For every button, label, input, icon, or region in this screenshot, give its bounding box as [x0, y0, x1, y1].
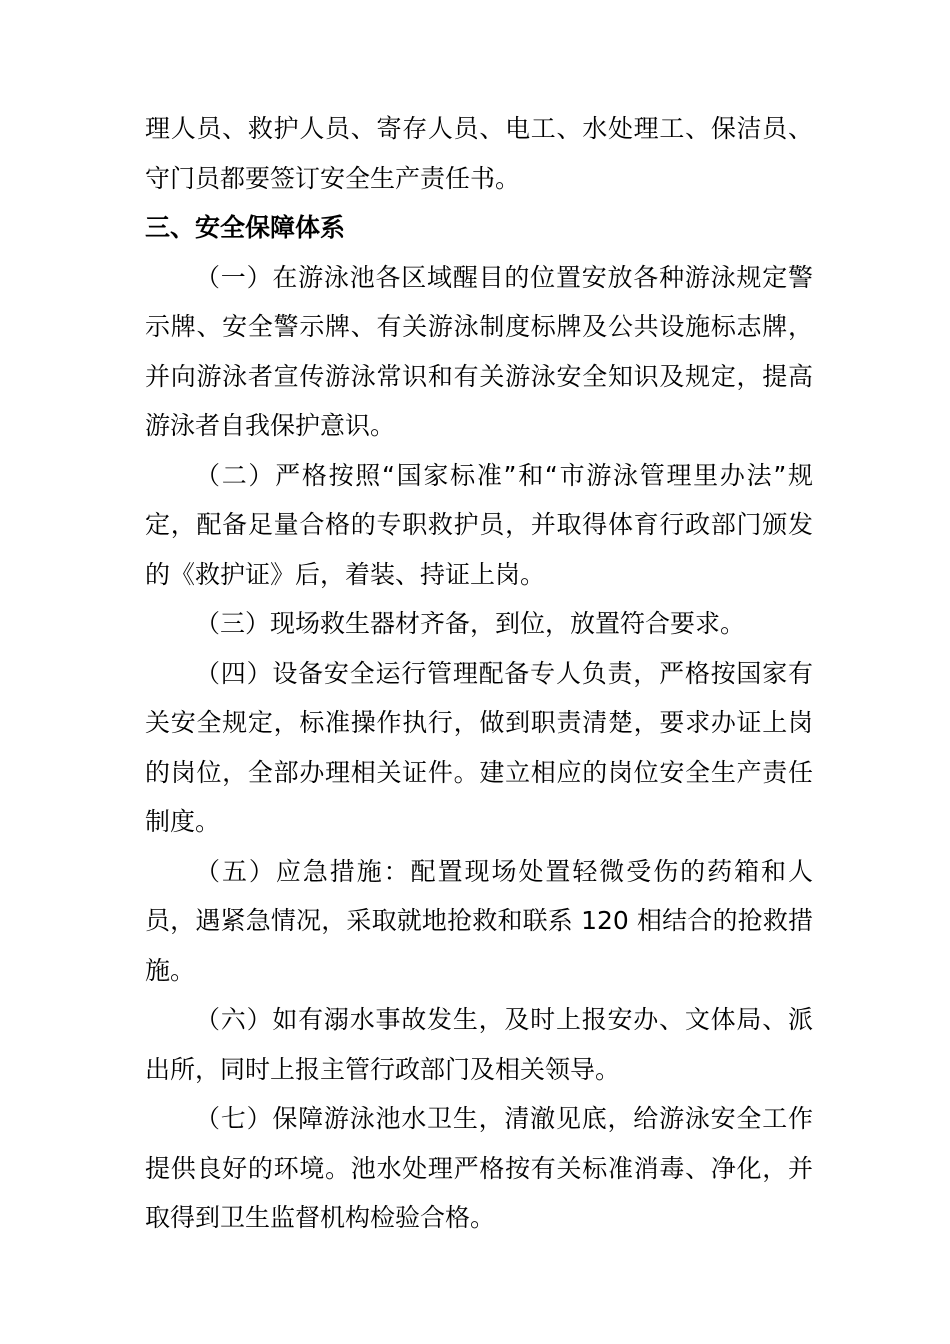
paragraph-4: （四）设备安全运行管理配备专人负责，严格按国家有关安全规定，标准操作执行，做到职责清楚，要求办证上岗的岗位，全部办理相关证件。建立相应的岗位安全生产责任制度。: [145, 658, 813, 836]
document-page: [145, 104, 813, 1243]
paragraph-7: （七）保障游泳池水卫生，清澈见底，给游泳安全工作提供良好的环境。池水处理严格按有关标准消毒、净化，并取得到卫生监督机构检验合格。: [145, 1104, 813, 1232]
paragraph-2: （二）严格按照“国家标准”和“市游泳管理里办法”规定，配备足量合格的专职救护员，并取得体育行政部门颁发的《救护证》后，着装、持证上岗。: [145, 460, 813, 589]
paragraph-1: （一）在游泳池各区域醒目的位置安放各种游泳规定警示牌、安全警示牌、有关游泳制度标牌及公共设施标志牌，并向游泳者宣传游泳常识和有关游泳安全知识及规定，提高游泳者自我保护意识。: [145, 262, 813, 440]
section-heading: 三、安全保障体系: [145, 213, 346, 242]
paragraph-3: （三）现场救生器材齐备，到位，放置符合要求。: [195, 609, 746, 638]
paragraph-5: （五）应急措施：配置现场处置轻微受伤的药箱和人员，遇紧急情况，采取就地抢救和联系 120 相结合的抢救措施。: [145, 856, 813, 985]
paragraph-6: （六）如有溺水事故发生，及时上报安办、文体局、派出所，同时上报主管行政部门及相关领导。: [145, 1005, 813, 1084]
continuation-paragraph: 理人员、救护人员、寄存人员、电工、水处理工、保洁员、守门员都要签订安全生产责任书。: [145, 114, 813, 193]
